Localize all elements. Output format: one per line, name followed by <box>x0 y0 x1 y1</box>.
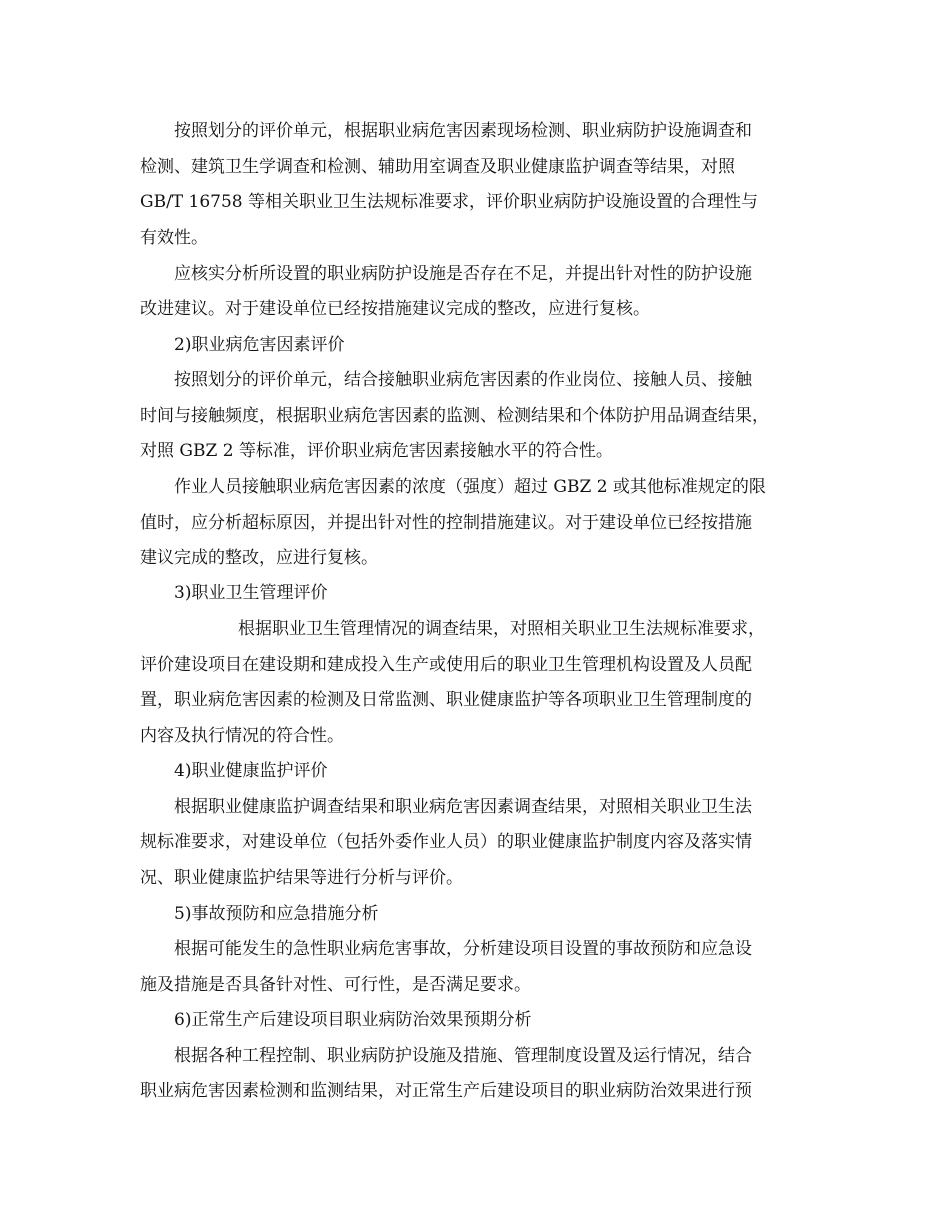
paragraph-line: GB/T 16758 等相关职业卫生法规标准要求，评价职业病防护设施设置的合理性与 <box>140 192 759 212</box>
paragraph-line: 有效性。 <box>140 228 208 248</box>
section-heading: 3)职业卫生管理评价 <box>174 583 328 603</box>
paragraph-line: 建议完成的整改，应进行复核。 <box>140 548 378 568</box>
paragraph-line: 按照划分的评价单元，结合接触职业病危害因素的作业岗位、接触人员、接触 <box>174 370 752 390</box>
paragraph-line: 根据职业卫生管理情况的调查结果，对照相关职业卫生法规标准要求， <box>238 619 765 639</box>
paragraph-line: 值时，应分析超标原因，并提出针对性的控制措施建议。对于建设单位已经按措施 <box>140 513 752 533</box>
paragraph-line: 改进建议。对于建设单位已经按措施建议完成的整改，应进行复核。 <box>140 299 650 319</box>
paragraph-line: 应核实分析所设置的职业病防护设施是否存在不足，并提出针对性的防护设施 <box>174 264 752 284</box>
paragraph-line: 检测、建筑卫生学调查和检测、辅助用室调查及职业健康监护调查等结果，对照 <box>140 157 735 177</box>
paragraph-line: 根据可能发生的急性职业病危害事故，分析建设项目设置的事故预防和应急设 <box>174 939 752 959</box>
paragraph-line: 对照 GBZ 2 等标准，评价职业病危害因素接触水平的符合性。 <box>140 441 613 461</box>
paragraph-line: 况、职业健康监护结果等进行分析与评价。 <box>140 868 463 888</box>
section-heading: 4)职业健康监护评价 <box>174 761 328 781</box>
paragraph-line: 根据各种工程控制、职业病防护设施及措施、管理制度设置及运行情况，结合 <box>174 1046 752 1066</box>
paragraph-line: 内容及执行情况的符合性。 <box>140 726 344 746</box>
paragraph-line: 评价建设项目在建设期和建成投入生产或使用后的职业卫生管理机构设置及人员配 <box>140 655 752 675</box>
paragraph-line: 施及措施是否具备针对性、可行性，是否满足要求。 <box>140 975 531 995</box>
paragraph-line: 按照划分的评价单元，根据职业病危害因素现场检测、职业病防护设施调查和 <box>174 121 752 141</box>
section-heading: 6)正常生产后建设项目职业病防治效果预期分析 <box>174 1010 532 1030</box>
paragraph-line: 根据职业健康监护调查结果和职业病危害因素调查结果，对照相关职业卫生法 <box>174 797 752 817</box>
section-heading: 2)职业病危害因素评价 <box>174 335 345 355</box>
paragraph-line: 职业病危害因素检测和监测结果，对正常生产后建设项目的职业病防治效果进行预 <box>140 1081 752 1101</box>
section-heading: 5)事故预防和应急措施分析 <box>174 904 379 924</box>
paragraph-line: 置，职业病危害因素的检测及日常监测、职业健康监护等各项职业卫生管理制度的 <box>140 690 752 710</box>
paragraph-line: 作业人员接触职业病危害因素的浓度（强度）超过 GBZ 2 或其他标准规定的限 <box>174 477 766 497</box>
paragraph-line: 时间与接触频度，根据职业病危害因素的监测、检测结果和个体防护用品调查结果， <box>140 406 769 426</box>
paragraph-line: 规标准要求，对建设单位（包括外委作业人员）的职业健康监护制度内容及落实情 <box>140 832 752 852</box>
